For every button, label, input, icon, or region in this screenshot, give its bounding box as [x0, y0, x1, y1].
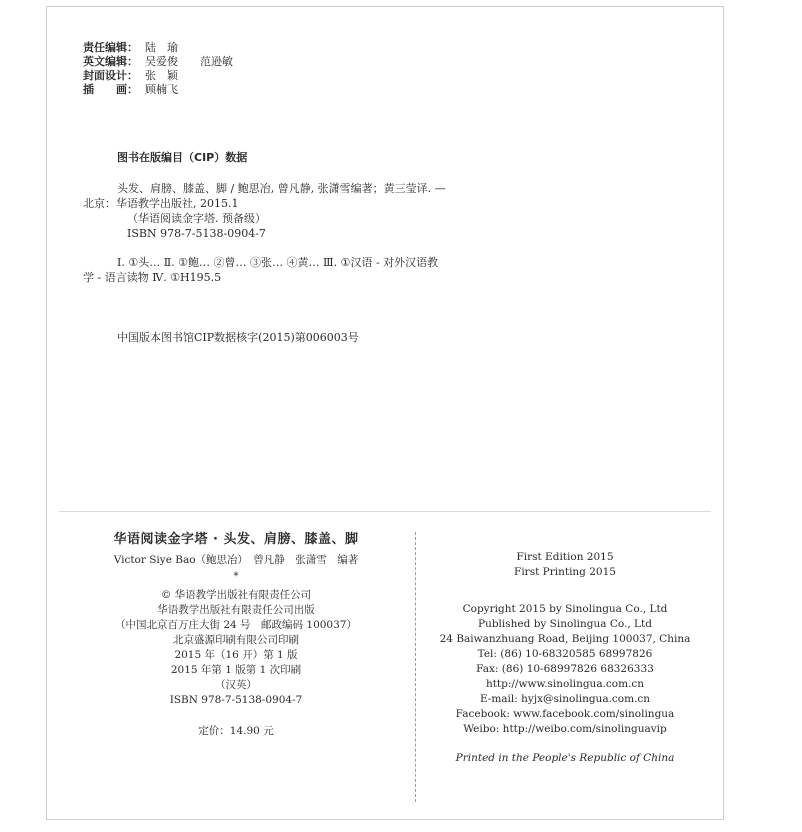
edition: First Edition 2015	[516, 551, 614, 563]
imprint-line: E-mail: hyjx@sinolingua.com.cn	[479, 693, 651, 705]
cip-line: Ⅰ. ①头… Ⅱ. ①鲍… ②曾… ③张… ④黄… Ⅲ. ①汉语 - 对外汉语教	[117, 256, 439, 269]
imprint-line: 24 Baiwanzhuang Road, Beijing 100037, China	[439, 633, 691, 645]
cip-line: 学 - 语言读物 Ⅳ. ①H195.5	[83, 271, 222, 284]
cip-heading: 图书在版编目（CIP）数据	[117, 151, 248, 164]
editorial-credits	[83, 41, 233, 97]
imprint-line: http://www.sinolingua.com.cn	[485, 678, 645, 690]
cip-line: 头发、肩膀、膝盖、脚 / 鲍思冶, 曾凡静, 张潇雪编著；黄三莹译. —	[117, 182, 446, 195]
cip-line: 北京：华语教学出版社, 2015.1	[83, 197, 239, 210]
imprint-line: ISBN 978-7-5138-0904-7	[169, 694, 303, 706]
spacer	[419, 580, 711, 602]
credit-row	[83, 69, 233, 83]
credit-row	[83, 83, 233, 97]
imprint-line: Copyright 2015 by Sinolingua Co., Ltd	[462, 603, 668, 615]
spacer	[83, 241, 543, 255]
cip-record-number: 中国版本图书馆CIP数据核字(2015)第006003号	[117, 331, 359, 344]
imprint-chinese	[63, 532, 409, 739]
column-divider	[415, 532, 416, 802]
cip-line: ISBN 978-7-5138-0904-7	[127, 227, 266, 240]
credit-value: 张 颖	[145, 69, 178, 82]
printing: First Printing 2015	[514, 566, 616, 578]
credit-value: 顾楠飞	[145, 83, 178, 96]
imprint-line: Fax: (86) 10-68997826 68326333	[476, 663, 654, 675]
imprint-line: Weibo: http://weibo.com/sinolinguavip	[463, 723, 667, 735]
imprint-line: 华语教学出版社有限责任公司出版	[157, 604, 315, 616]
imprint-line: 2015 年第 1 版第 1 次印刷	[170, 664, 302, 676]
price: 定价：14.90 元	[198, 725, 274, 737]
credit-key: 封面设计：	[83, 69, 138, 82]
credit-value: 陆 瑜	[145, 41, 178, 54]
cip-data-block	[83, 181, 543, 285]
imprint-line: （汉英）	[215, 679, 257, 691]
credit-row	[83, 41, 233, 55]
imprint-line: Published by Sinolingua Co., Ltd	[478, 618, 652, 630]
imprint-line: 北京盛源印刷有限公司印刷	[173, 634, 299, 646]
printed-in: Printed in the People's Republic of China	[455, 752, 675, 764]
copyright-page	[46, 6, 724, 820]
imprint-line: Tel: (86) 10-68320585 68997826	[477, 648, 653, 660]
imprint-box	[59, 511, 711, 808]
imprint-line: Facebook: www.facebook.com/sinolingua	[455, 708, 675, 720]
cip-line: （华语阅读金字塔. 预备级）	[127, 212, 266, 225]
imprint-line: 2015 年（16 开）第 1 版	[174, 649, 298, 661]
authors: Victor Siye Bao（鲍思冶） 曾凡静 张潇雪 编著	[113, 554, 359, 566]
imprint-line: © 华语教学出版社有限责任公司	[160, 589, 312, 601]
separator-star: *	[233, 571, 239, 582]
book-title: 华语阅读金字塔 · 头发、肩膀、膝盖、脚	[113, 532, 359, 547]
imprint-line: （中国北京百万庄大街 24 号 邮政编码 100037）	[115, 619, 357, 631]
imprint-english	[419, 550, 711, 766]
credit-key: 英文编辑：	[83, 55, 138, 68]
credit-key: 责任编辑：	[83, 41, 138, 54]
credit-row	[83, 55, 233, 69]
credit-key: 插 画：	[83, 83, 138, 96]
credit-value: 吴爱俊 范逊敏	[145, 55, 233, 68]
